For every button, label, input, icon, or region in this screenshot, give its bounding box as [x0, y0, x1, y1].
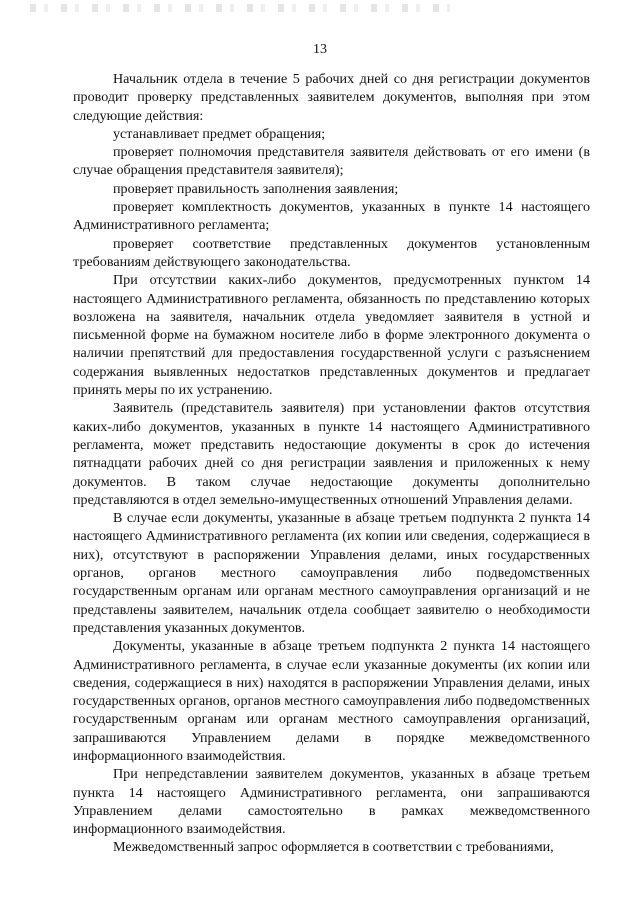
paragraph: Заявитель (представитель заявителя) при установлении фактов отсутствия каких-либо документов, указанных в пункте 14 настоящего Административного регламента, может представить недостающие документы в срок до истечения пятнадцати рабочих дней со дня регистрации заявления и приложенных к нему документов. В таком случае недостающие документы дополнительно представляются в отдел земельно-имущественных отношений Управления делами. — [73, 400, 590, 508]
paragraph: При непредставлении заявителем документов, указанных в абзаце третьем пункта 14 настоящего Административного регламента, они запрашиваются Управлением делами самостоятельно в рамках межведомственного информационного взаимодействия. — [73, 766, 590, 838]
paragraph: проверяет соответствие представленных документов установленным требованиям действующего законодательства. — [73, 235, 590, 270]
scan-artifact — [30, 4, 450, 12]
paragraph: устанавливает предмет обращения; — [113, 125, 326, 142]
paragraph: В случае если документы, указанные в абзаце третьем подпункта 2 пункта 14 настоящего Административного регламента (их копии или сведения, содержащиеся в них), отсутствуют в распоряжении Управления делами, иных государственных органов, органов местного самоуправления либо подведомственных государственным органам или органам местного самоуправления организаций и не представлены заявителем, начальник отдела сообщает заявителю о необходимости представления указанных документов. — [73, 510, 590, 636]
paragraph: проверяет правильность заполнения заявления; — [113, 180, 399, 197]
paragraph: проверяет полномочия представителя заявителя действовать от его имени (в случае обращения представителя заявителя); — [73, 144, 590, 179]
page-number: 13 — [313, 42, 327, 57]
paragraph: Начальник отдела в течение 5 рабочих дней со дня регистрации документов проводит проверку представленных заявителем документов, выполняя при этом следующие действия: — [73, 71, 590, 124]
paragraph: Документы, указанные в абзаце третьем подпункта 2 пункта 14 настоящего Административного регламента, в случае если указанные документы (их копии или сведения, содержащиеся в них) находятся в распоряжении Управления делами, иных государственных органов, органов местного самоуправления либо подведомственных государственным органам или органам местного самоуправления организаций, запрашиваются Управлением делами в порядке межведомственного информационного взаимодействия. — [73, 638, 590, 764]
paragraph: проверяет комплектность документов, указанных в пункте 14 настоящего Административного регламента; — [73, 199, 590, 234]
document-body — [73, 70, 590, 857]
paragraph: Межведомственный запрос оформляется в соответствии с требованиями, — [113, 839, 554, 856]
paragraph: При отсутствии каких-либо документов, предусмотренных пунктом 14 настоящего Административного регламента, обязанность по представлению которых возложена на заявителя, начальник отдела уведомляет заявителя в устной и письменной форме на бумажном носителе либо в форме электронного документа о наличии препятствий для предоставления государственной услуги с разъяснением содержания выявленных недостатков представленных документов и предлагает принять меры по их устранению. — [73, 272, 590, 399]
